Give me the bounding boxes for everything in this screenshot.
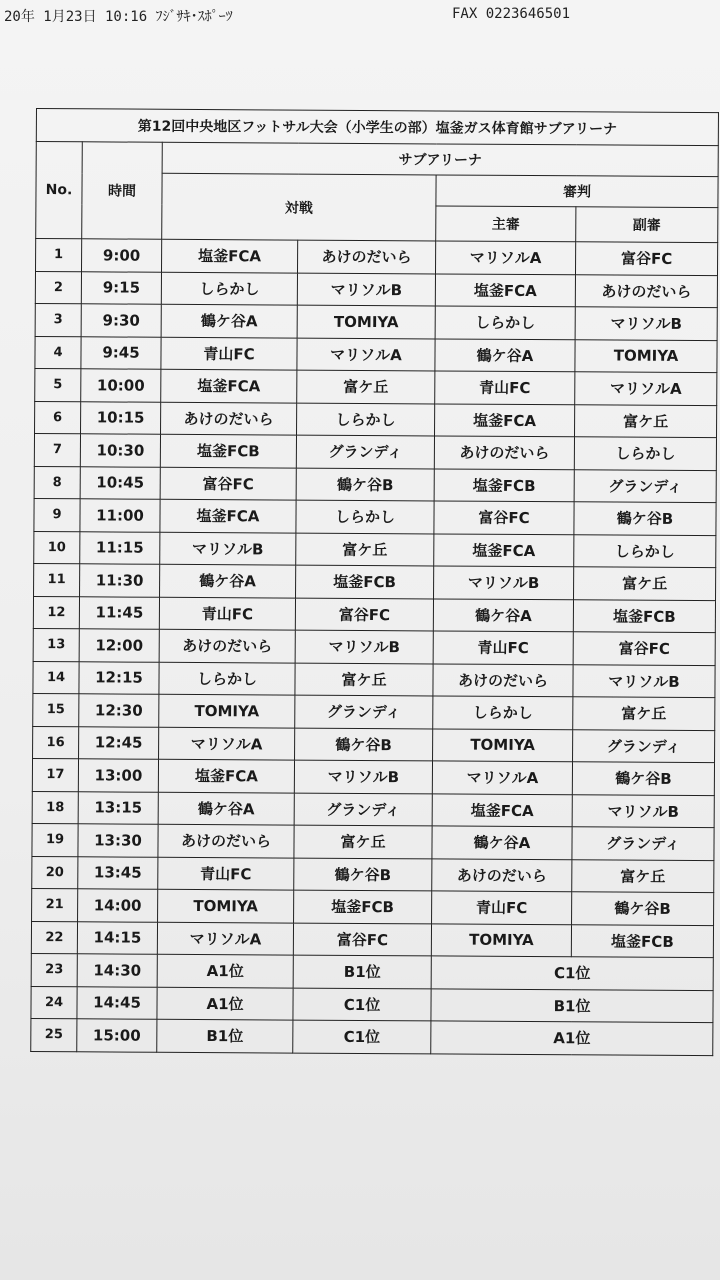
team-1: A1位 xyxy=(157,987,293,1020)
referee: C1位 xyxy=(431,956,713,990)
match-time: 11:45 xyxy=(79,596,159,629)
team-1: マリソルB xyxy=(160,532,296,565)
match-time: 14:15 xyxy=(77,921,157,954)
sub-referee: 富谷FC xyxy=(575,242,717,275)
match-number: 19 xyxy=(32,823,78,856)
match-time: 13:00 xyxy=(78,759,158,792)
sub-referee: 塩釜FCB xyxy=(573,599,715,632)
sub-referee: 鶴ケ谷B xyxy=(572,762,714,795)
match-time: 13:45 xyxy=(78,856,158,889)
sub-referee: 富谷FC xyxy=(573,632,715,665)
team-2: 鶴ケ谷B xyxy=(295,728,433,761)
match-number: 24 xyxy=(31,986,77,1019)
team-2: グランディ xyxy=(294,793,432,826)
header-time: 時間 xyxy=(82,142,163,239)
match-time: 14:45 xyxy=(77,986,157,1019)
match-number: 4 xyxy=(35,336,81,369)
team-1: 青山FC xyxy=(161,337,297,370)
match-number: 7 xyxy=(34,433,80,466)
table-row xyxy=(34,498,716,535)
table-row xyxy=(33,596,715,633)
team-1: 鶴ケ谷A xyxy=(160,564,296,597)
table-row xyxy=(34,466,716,503)
team-2: 塩釜FCB xyxy=(296,565,434,598)
referee: B1位 xyxy=(431,988,713,1022)
match-number: 25 xyxy=(31,1018,77,1051)
team-1: あけのだいら xyxy=(158,824,294,857)
team-1: あけのだいら xyxy=(161,402,297,435)
header-sub-referee: 副審 xyxy=(576,207,718,243)
sub-referee: グランディ xyxy=(574,469,716,502)
match-number: 17 xyxy=(32,758,78,791)
main-referee: マリソルA xyxy=(435,241,575,274)
match-time: 14:30 xyxy=(77,954,157,987)
main-referee: しらかし xyxy=(435,306,575,339)
sub-referee: グランディ xyxy=(572,827,714,860)
match-time: 11:15 xyxy=(80,531,160,564)
sub-referee: 富ケ丘 xyxy=(573,697,715,730)
team-1: 青山FC xyxy=(158,857,294,890)
main-referee: 塩釜FCA xyxy=(434,533,574,566)
team-1: 塩釜FCB xyxy=(160,434,296,467)
sub-referee: マリソルB xyxy=(573,664,715,697)
sub-referee: 塩釜FCB xyxy=(571,924,713,957)
match-number: 20 xyxy=(32,856,78,889)
table-row xyxy=(34,531,716,568)
table-row xyxy=(31,921,713,958)
sub-referee: 富ケ丘 xyxy=(574,567,716,600)
team-1: 富谷FC xyxy=(160,467,296,500)
team-2: C1位 xyxy=(293,1020,431,1053)
match-number: 11 xyxy=(34,563,80,596)
match-time: 13:30 xyxy=(78,824,158,857)
team-2: 富ケ丘 xyxy=(294,825,432,858)
team-1: マリソルA xyxy=(159,727,295,760)
team-2: マリソルB xyxy=(295,630,433,663)
sub-referee: 鶴ケ谷B xyxy=(574,502,716,535)
table-row xyxy=(33,726,715,763)
table-row xyxy=(35,271,717,308)
match-time: 11:00 xyxy=(80,499,160,532)
main-referee: マリソルA xyxy=(432,761,572,794)
referee: A1位 xyxy=(431,1021,713,1055)
match-schedule-table xyxy=(30,108,719,1056)
header-referee: 審判 xyxy=(436,175,718,208)
main-referee: 塩釜FCB xyxy=(434,468,574,501)
sub-referee: 鶴ケ谷B xyxy=(572,892,714,925)
table-row xyxy=(33,693,715,730)
match-time: 10:00 xyxy=(81,369,161,402)
team-1: 青山FC xyxy=(159,597,295,630)
sub-referee: マリソルA xyxy=(575,372,717,405)
match-number: 3 xyxy=(35,303,81,336)
team-1: A1位 xyxy=(157,954,293,987)
match-number: 13 xyxy=(33,628,79,661)
main-referee: TOMIYA xyxy=(433,728,573,761)
main-referee: 鶴ケ谷A xyxy=(435,338,575,371)
sub-referee: しらかし xyxy=(574,534,716,567)
match-number: 15 xyxy=(33,693,79,726)
match-time: 12:00 xyxy=(79,629,159,662)
fax-number: FAX 0223646501 xyxy=(452,6,571,22)
header-no: No. xyxy=(36,142,83,239)
match-time: 12:15 xyxy=(79,661,159,694)
sub-referee: マリソルB xyxy=(572,794,714,827)
match-time: 10:15 xyxy=(81,401,161,434)
team-2: TOMIYA xyxy=(297,305,435,338)
main-referee: 塩釜FCA xyxy=(432,793,572,826)
tournament-title: 第12回中央地区フットサル大会（小学生の部）塩釜ガス体育館サブアリーナ xyxy=(36,109,718,146)
main-referee: TOMIYA xyxy=(431,923,571,956)
sub-referee: グランディ xyxy=(573,729,715,762)
table-row xyxy=(35,368,717,405)
match-number: 5 xyxy=(35,368,81,401)
match-number: 21 xyxy=(32,888,78,921)
fax-datetime-sender: 20年 1月23日 10:16 ﾌｼﾞｻｷ･ｽﾎﾟｰﾂ xyxy=(4,9,233,25)
match-time: 9:15 xyxy=(81,271,161,304)
team-2: グランディ xyxy=(296,435,434,468)
match-time: 12:45 xyxy=(79,726,159,759)
match-time: 10:45 xyxy=(80,466,160,499)
table-row xyxy=(34,433,716,470)
match-number: 8 xyxy=(34,466,80,499)
table-row xyxy=(31,1018,713,1055)
match-number: 9 xyxy=(34,498,80,531)
team-2: 富ケ丘 xyxy=(297,370,435,403)
fax-header xyxy=(0,6,720,26)
match-number: 23 xyxy=(31,953,77,986)
match-number: 18 xyxy=(32,791,78,824)
main-referee: しらかし xyxy=(433,696,573,729)
team-2: マリソルB xyxy=(297,273,435,306)
team-2: しらかし xyxy=(297,403,435,436)
table-row xyxy=(35,303,717,340)
main-referee: あけのだいら xyxy=(432,858,572,891)
match-time: 15:00 xyxy=(77,1019,157,1052)
header-main-referee: 主審 xyxy=(436,206,576,242)
team-1: マリソルA xyxy=(157,922,293,955)
table-row xyxy=(32,791,714,828)
match-number: 1 xyxy=(36,239,82,272)
match-number: 2 xyxy=(35,271,81,304)
match-time: 10:30 xyxy=(80,434,160,467)
team-2: あけのだいら xyxy=(297,240,435,273)
sub-referee: あけのだいら xyxy=(575,274,717,307)
team-2: グランディ xyxy=(295,695,433,728)
team-2: 富谷FC xyxy=(295,598,433,631)
main-referee: 富谷FC xyxy=(434,501,574,534)
team-1: 鶴ケ谷A xyxy=(158,792,294,825)
team-1: 塩釜FCA xyxy=(161,369,297,402)
match-time: 13:15 xyxy=(78,791,158,824)
match-time: 9:45 xyxy=(81,336,161,369)
match-number: 6 xyxy=(35,401,81,434)
team-1: あけのだいら xyxy=(159,629,295,662)
team-1: 塩釜FCA xyxy=(158,759,294,792)
match-number: 12 xyxy=(33,596,79,629)
table-row xyxy=(36,239,718,276)
team-1: しらかし xyxy=(159,662,295,695)
sub-referee: 富ケ丘 xyxy=(575,404,717,437)
team-1: 塩釜FCA xyxy=(162,239,298,272)
table-row xyxy=(34,563,716,600)
match-number: 14 xyxy=(33,661,79,694)
match-time: 9:00 xyxy=(82,239,162,272)
schedule-body xyxy=(31,239,718,1056)
team-2: しらかし xyxy=(296,500,434,533)
team-2: マリソルA xyxy=(297,338,435,371)
team-1: 塩釜FCA xyxy=(160,499,296,532)
team-1: TOMIYA xyxy=(159,694,295,727)
main-referee: 塩釜FCA xyxy=(435,273,575,306)
main-referee: あけのだいら xyxy=(434,436,574,469)
header-arena: サブアリーナ xyxy=(162,142,718,176)
team-2: 富谷FC xyxy=(293,923,431,956)
table-row xyxy=(32,758,714,795)
match-number: 16 xyxy=(33,726,79,759)
table-row xyxy=(35,336,717,373)
team-2: 鶴ケ谷B xyxy=(296,468,434,501)
sub-referee: 富ケ丘 xyxy=(572,859,714,892)
header-match: 対戦 xyxy=(162,173,436,241)
match-number: 22 xyxy=(31,921,77,954)
table-row xyxy=(33,661,715,698)
team-2: 鶴ケ谷B xyxy=(294,858,432,891)
team-1: B1位 xyxy=(157,1019,293,1052)
table-row xyxy=(32,823,714,860)
team-2: 富ケ丘 xyxy=(296,533,434,566)
sub-referee: TOMIYA xyxy=(575,339,717,372)
table-row xyxy=(32,856,714,893)
table-row xyxy=(31,986,713,1023)
table-row xyxy=(35,401,717,438)
main-referee: 鶴ケ谷A xyxy=(433,598,573,631)
team-2: B1位 xyxy=(293,955,431,988)
match-time: 9:30 xyxy=(81,304,161,337)
sub-referee: マリソルB xyxy=(575,307,717,340)
table-row xyxy=(33,628,715,665)
table-row xyxy=(32,888,714,925)
team-1: しらかし xyxy=(161,272,297,305)
match-time: 11:30 xyxy=(80,564,160,597)
main-referee: あけのだいら xyxy=(433,663,573,696)
main-referee: 青山FC xyxy=(432,891,572,924)
match-time: 14:00 xyxy=(78,889,158,922)
team-2: 富ケ丘 xyxy=(295,663,433,696)
team-1: 鶴ケ谷A xyxy=(161,304,297,337)
main-referee: 塩釜FCA xyxy=(435,403,575,436)
main-referee: マリソルB xyxy=(434,566,574,599)
table-row xyxy=(31,953,713,990)
match-number: 10 xyxy=(34,531,80,564)
sub-referee: しらかし xyxy=(574,437,716,470)
main-referee: 青山FC xyxy=(433,631,573,664)
team-1: TOMIYA xyxy=(158,889,294,922)
main-referee: 鶴ケ谷A xyxy=(432,826,572,859)
main-referee: 青山FC xyxy=(435,371,575,404)
team-2: 塩釜FCB xyxy=(294,890,432,923)
match-time: 12:30 xyxy=(79,694,159,727)
team-2: C1位 xyxy=(293,988,431,1021)
team-2: マリソルB xyxy=(294,760,432,793)
